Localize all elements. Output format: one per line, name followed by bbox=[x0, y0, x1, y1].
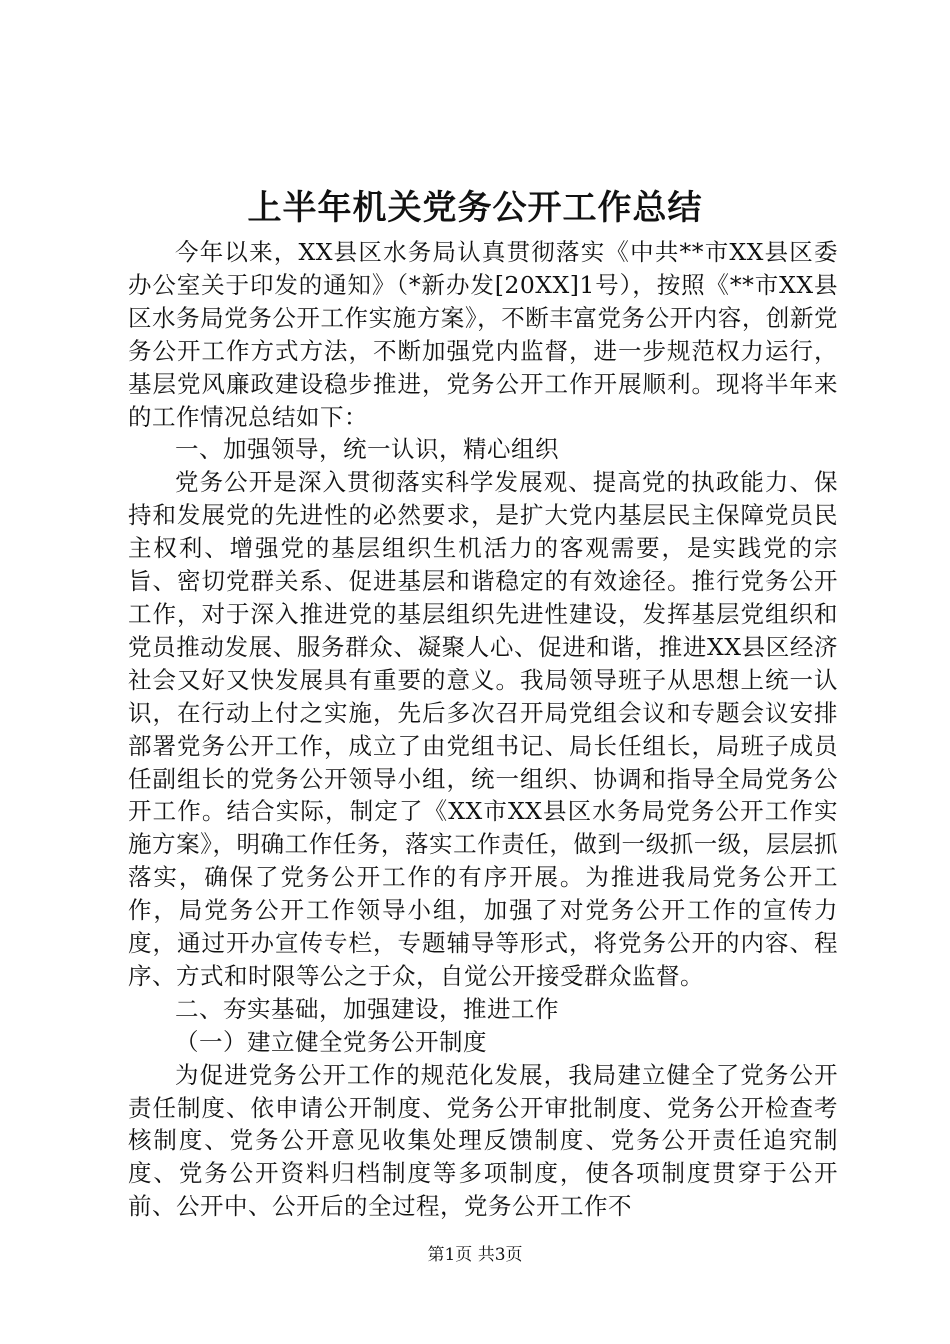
paragraph-section-1: 党务公开是深入贯彻落实科学发展观、提高党的执政能力、保持和发展党的先进性的必然要求，是扩大党内基层民主保障党员民主权利、增强党的基层组织生机活力的客观需要，是实践党的宗旨、密切党群关系、促进基层和谐稳定的有效途径。推行党务公开工作，对于深入推进党的基层组织先进性建设，发挥基层党组织和党员推动发展、服务群众、凝聚人心、促进和谐，推进XX县区经济社会又好又快发展具有重要的意义。我局领导班子从思想上统一认识，在行动上付之实施，先后多次召开局党组会议和专题会议安排部署党务公开工作，成立了由党组书记、局长任组长，局班子成员任副组长的党务公开领导小组，统一组织、协调和指导全局党务公开工作。结合实际，制定了《XX市XX县区水务局党务公开工作实施方案》，明确工作任务，落实工作责任，做到一级抓一级，层层抓落实，确保了党务公开工作的有序开展。为推进我局党务公开工作，局党务公开工作领导小组，加强了对党务公开工作的宣传力度，通过开办宣传专栏，专题辅导等形式，将党务公开的内容、程序、方式和时限等公之于众，自觉公开接受群众监督。 bbox=[128, 468, 838, 990]
paragraph-intro: 今年以来，XX县区水务局认真贯彻落实《中共**市XX县区委办公室关于印发的通知》（*新办发[20XX]1号），按照《**市XX县区水务局党务公开工作实施方案》，不断丰富党务公开内容，创新党务公开工作方式方法，不断加强党内监督，进一步规范权力运行，基层党风廉政建设稳步推进，党务公开工作开展顺利。现将半年来的工作情况总结如下： bbox=[128, 238, 838, 431]
document-body bbox=[128, 236, 838, 1223]
section-heading-2: 二、夯实基础，加强建设，推进工作 bbox=[175, 994, 559, 1023]
paragraph-subsection-1: 为促进党务公开工作的规范化发展，我局建立健全了党务公开责任制度、依申请公开制度、党务公开审批制度、党务公开检查考核制度、党务公开意见收集处理反馈制度、党务公开责任追究制度、党务公开资料归档制度等多项制度，使各项制度贯穿于公开前、公开中、公开后的全过程，党务公开工作不 bbox=[128, 1060, 838, 1221]
page-number-footer: 第1页 共3页 bbox=[427, 1245, 523, 1265]
subsection-heading-1: （一）建立健全党务公开制度 bbox=[175, 1027, 487, 1056]
document-title: 上半年机关党务公开工作总结 bbox=[247, 188, 703, 228]
section-heading-1: 一、加强领导，统一认识，精心组织 bbox=[175, 435, 559, 464]
